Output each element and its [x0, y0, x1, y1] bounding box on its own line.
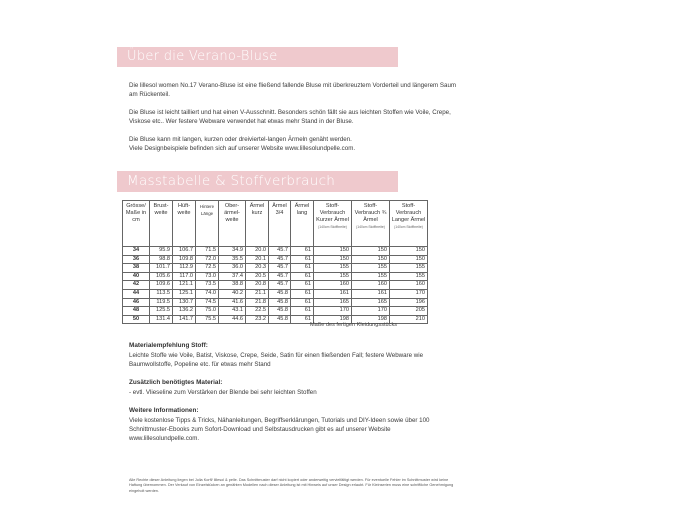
table-caption: Maße des fertigen Kleidungsstücks — [310, 322, 398, 328]
table-cell: 74.0 — [196, 289, 219, 298]
table-cell: 40.2 — [219, 289, 246, 298]
table-cell: 105.6 — [150, 272, 173, 281]
table-cell: 150 — [314, 247, 352, 256]
table-cell: 155 — [314, 264, 352, 273]
table-cell: 109.6 — [150, 281, 173, 290]
sleeve-paragraph: Die Bluse kann mit langen, kurzen oder dreiviertel-langen Ärmeln genäht werden. — [129, 136, 352, 143]
table-cell: 61 — [291, 272, 314, 281]
table-cell: 155 — [314, 272, 352, 281]
extra-material-text: - evtl. Vlieseline zum Verstärken der Blende bei sehr leichten Stoffen — [129, 389, 317, 396]
table-cell: 20.8 — [246, 281, 269, 290]
table-cell: 165 — [352, 298, 390, 307]
table-cell: 210 — [390, 315, 428, 324]
table-cell: 21.8 — [246, 298, 269, 307]
table-row — [123, 298, 428, 307]
table-cell: 196 — [390, 298, 428, 307]
size-cell: 34 — [123, 247, 150, 256]
intro-paragraph: Die lillesol women No.17 Verano-Bluse ist eine fließend fallende Bluse mit überkreuztem Vorderteil und längerem Saum am Rückenteil. — [129, 82, 457, 98]
table-cell: 41.6 — [219, 298, 246, 307]
table-row — [123, 264, 428, 273]
table-cell: 45.8 — [269, 289, 291, 298]
table-cell: 38.8 — [219, 281, 246, 290]
size-cell: 44 — [123, 289, 150, 298]
table-cell: 205 — [390, 307, 428, 316]
table-cell: 72.0 — [196, 255, 219, 264]
table-cell: 161 — [352, 289, 390, 298]
material-heading: Materialempfehlung Stoff: — [129, 342, 208, 349]
table-cell: 141.7 — [173, 315, 196, 324]
table-cell: 155 — [352, 264, 390, 273]
table-cell: 61 — [291, 255, 314, 264]
table-cell: 155 — [390, 272, 428, 281]
table-cell: 119.5 — [150, 298, 173, 307]
table-cell: 160 — [352, 281, 390, 290]
table-cell: 23.2 — [246, 315, 269, 324]
table-cell: 161 — [314, 289, 352, 298]
table-cell: 170 — [352, 307, 390, 316]
table-cell: 106.7 — [173, 247, 196, 256]
table-cell: 98.8 — [150, 255, 173, 264]
table-cell: 198 — [352, 315, 390, 324]
size-cell: 40 — [123, 272, 150, 281]
table-cell: 113.5 — [150, 289, 173, 298]
table-cell: 112.9 — [173, 264, 196, 273]
header-fabric-short: Stoff-Verbrauch Kurzer Ärmel (140cm Stoffbreite) — [314, 201, 352, 247]
info-heading: Weitere Informationen: — [129, 407, 199, 414]
header-fabric-three-quarter: Stoff-Verbrauch ¾ Ärmel (140cm Stoffbreite) — [352, 201, 390, 247]
table-cell: 150 — [314, 255, 352, 264]
table-row — [123, 289, 428, 298]
header-hip: Hüft-weite — [173, 201, 196, 247]
size-cell: 50 — [123, 315, 150, 324]
table-cell: 125.1 — [173, 289, 196, 298]
table-cell: 198 — [314, 315, 352, 324]
table-cell: 61 — [291, 264, 314, 273]
table-cell: 75.0 — [196, 307, 219, 316]
table-cell: 45.7 — [269, 255, 291, 264]
table-header-row — [123, 201, 428, 247]
table-cell: 20.5 — [246, 272, 269, 281]
table-cell: 95.9 — [150, 247, 173, 256]
size-cell: 46 — [123, 298, 150, 307]
table-cell: 101.7 — [150, 264, 173, 273]
table-cell: 45.8 — [269, 315, 291, 324]
table-cell: 125.5 — [150, 307, 173, 316]
table-cell: 45.8 — [269, 298, 291, 307]
size-cell: 38 — [123, 264, 150, 273]
copyright-footer: Alle Rechte dieser Anleitung liegen bei Julia Korff/ lillesol & pelle. Das Schnittmuster darf nicht kopiert oder anderweitig vervielfältigt werden. Für eventuelle Fehler im Schnittmuster wird keine Haftung übernommen. Der Verkauf von Einzelstücken an genähten Modellen nach dieser Anleitung ist mit Hinweis auf unser Design erlaubt. Für Kleinserien muss eine schriftliche Genehmigung eingeholt werden. — [129, 478, 454, 493]
table-row — [123, 281, 428, 290]
header-sleeve-short: Ärmel kurz — [246, 201, 269, 247]
table-cell: 160 — [314, 281, 352, 290]
table-cell: 61 — [291, 315, 314, 324]
table-cell: 136.2 — [173, 307, 196, 316]
header-sleeve-three-quarter: Ärmel 3/4 — [269, 201, 291, 247]
table-cell: 45.7 — [269, 264, 291, 273]
table-row — [123, 247, 428, 256]
table-cell: 130.7 — [173, 298, 196, 307]
table-cell: 150 — [390, 247, 428, 256]
size-table — [122, 200, 428, 324]
table-cell: 43.1 — [219, 307, 246, 316]
header-back-length: Hintere Länge — [196, 201, 219, 247]
header-sleeve-long: Ärmel lang — [291, 201, 314, 247]
table-cell: 72.5 — [196, 264, 219, 273]
section-title-size-chart: Masstabelle & Stoffverbrauch — [117, 171, 398, 192]
material-text: Leichte Stoffe wie Voile, Batist, Viskose, Crepe, Seide, Satin für einen fließenden Fall; festere Webware wie Baumwollstoffe, Popeline etc. für etwas mehr Stand — [129, 352, 424, 368]
section-title-about: Über die Verano-Bluse — [117, 47, 398, 67]
table-cell: 45.8 — [269, 307, 291, 316]
header-fabric-long: Stoff-Verbrauch Langer Ärmel (140cm Stoffbreite) — [390, 201, 428, 247]
size-cell: 48 — [123, 307, 150, 316]
extra-material-heading: Zusätzlich benötigtes Material: — [129, 379, 223, 386]
table-row — [123, 272, 428, 281]
table-cell: 117.0 — [173, 272, 196, 281]
table-cell: 73.0 — [196, 272, 219, 281]
table-cell: 75.5 — [196, 315, 219, 324]
table-cell: 155 — [352, 272, 390, 281]
table-cell: 61 — [291, 247, 314, 256]
table-cell: 22.5 — [246, 307, 269, 316]
table-cell: 21.1 — [246, 289, 269, 298]
table-cell: 109.8 — [173, 255, 196, 264]
table-cell: 36.0 — [219, 264, 246, 273]
table-row — [123, 255, 428, 264]
table-cell: 45.7 — [269, 272, 291, 281]
size-cell: 36 — [123, 255, 150, 264]
table-cell: 121.1 — [173, 281, 196, 290]
table-cell: 155 — [390, 264, 428, 273]
table-cell: 45.7 — [269, 281, 291, 290]
table-cell: 35.5 — [219, 255, 246, 264]
table-cell: 20.1 — [246, 255, 269, 264]
info-text: Viele kostenlose Tipps & Tricks, Nähanleitungen, Begriffserklärungen, Tutorials und DIY-Ideen sowie über 100 Schnittmuster-Ebooks zum Sofort-Download und Selbstausdrucken gibt es auf unserer Website www.lillesolundpelle.com. — [129, 417, 430, 442]
table-cell: 170 — [314, 307, 352, 316]
table-cell: 73.5 — [196, 281, 219, 290]
table-cell: 61 — [291, 307, 314, 316]
table-cell: 71.5 — [196, 247, 219, 256]
table-cell: 160 — [390, 281, 428, 290]
table-cell: 45.7 — [269, 247, 291, 256]
description-paragraph: Die Bluse ist leicht tailliert und hat einen V-Ausschnitt. Besonders schön fällt sie aus leichten Stoffen wie Voile, Crepe, Viskose etc.. Wer festere Webware verwendet hat etwas mehr Stand in der Bluse. — [129, 109, 451, 125]
header-upper-arm: Ober-ärmel-weite — [219, 201, 246, 247]
size-cell: 42 — [123, 281, 150, 290]
table-cell: 37.4 — [219, 272, 246, 281]
table-cell: 44.6 — [219, 315, 246, 324]
table-cell: 170 — [390, 289, 428, 298]
table-cell: 150 — [390, 255, 428, 264]
website-paragraph: Viele Designbeispiele befinden sich auf unserer Website www.lillesolundpelle.com. — [129, 145, 356, 152]
table-cell: 74.5 — [196, 298, 219, 307]
table-cell: 131.4 — [150, 315, 173, 324]
table-row — [123, 307, 428, 316]
table-cell: 61 — [291, 281, 314, 290]
table-cell: 61 — [291, 298, 314, 307]
table-cell: 150 — [352, 247, 390, 256]
header-size: Grösse/ Maße in cm — [123, 201, 150, 247]
table-cell: 20.0 — [246, 247, 269, 256]
header-bust: Brust-weite — [150, 201, 173, 247]
table-cell: 150 — [352, 255, 390, 264]
table-cell: 61 — [291, 289, 314, 298]
table-cell: 20.3 — [246, 264, 269, 273]
table-cell: 165 — [314, 298, 352, 307]
table-cell: 34.9 — [219, 247, 246, 256]
